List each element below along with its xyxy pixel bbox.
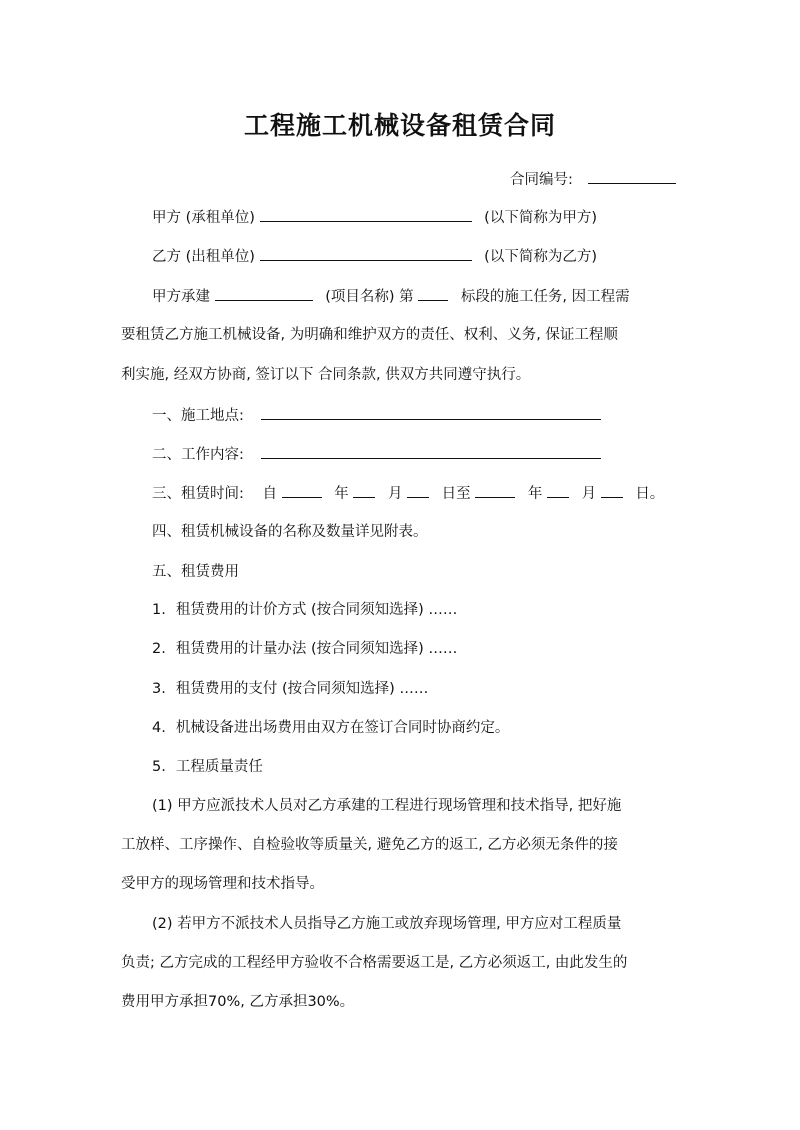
contract-number-blank [588,169,676,184]
month-2-label: 月 [581,486,597,502]
day-to-label: 日至 [441,486,471,502]
clause-2-line-2: 负责; 乙方完成的工程经甲方验收不合格需要返工是, 乙方必须返工, 由此发生的 [121,955,628,971]
section-1 [152,405,601,426]
intro-text-1: 甲方承建 [152,289,210,305]
intro-line-1 [152,286,630,307]
party-b-label: 乙方 (出租单位) [152,249,255,265]
section-1-label: 一、施工地点: [152,408,244,424]
intro-line-3: 利实施, 经双方协商, 签订以下 合同条款, 供双方共同遵守执行。 [121,367,531,383]
section-5: 五、租赁费用 [152,564,239,580]
month-2-blank [547,483,569,498]
section-2-label: 二、工作内容: [152,447,244,463]
content-blank [261,444,601,459]
item-text: 租赁费用的支付 (按合同须知选择) …… [175,681,429,697]
list-item [152,718,509,738]
date-from: 自 [262,486,277,502]
item-text: 租赁费用的计价方式 (按合同须知选择) …… [175,602,458,618]
list-item [152,639,457,659]
party-b-suffix: (以下简称为乙方) [484,249,597,265]
party-a-line [152,207,597,228]
day-2-blank [601,483,623,498]
list-item [152,757,263,777]
month-1-blank [353,483,375,498]
year-2-label: 年 [527,486,543,502]
clause-2-line-1: (2) 若甲方不派技术人员指导乙方施工或放弃现场管理, 甲方应对工程质量 [152,916,622,932]
item-number: 2. [152,641,166,657]
party-b-line [152,246,597,267]
section-3-label: 三、租赁时间: [152,486,244,502]
section-blank [418,286,448,301]
day-end-label: 日。 [635,486,665,502]
clause-1-line-1: (1) 甲方应派技术人员对乙方承建的工程进行现场管理和技术指导, 把好施 [152,798,622,814]
party-a-suffix: (以下简称为甲方) [484,210,597,226]
year-2-blank [475,483,515,498]
site-blank [261,405,601,420]
clause-1-line-2: 工放样、工序操作、自检验收等质量关, 避免乙方的返工, 乙方必须无条件的接 [121,837,618,853]
contract-number-label: 合同编号: [510,172,573,188]
month-1-label: 月 [387,486,403,502]
year-1-label: 年 [334,486,349,502]
contract-number-line [510,169,676,190]
year-1-blank [282,483,322,498]
party-b-blank [260,246,472,261]
day-1-blank [407,483,429,498]
item-number: 1. [152,602,166,618]
item-text: 机械设备进出场费用由双方在签订合同时协商约定。 [175,720,510,736]
section-3 [152,483,664,504]
document-title: 工程施工机械设备租赁合同 [243,111,556,140]
party-a-blank [260,207,472,222]
project-blank [215,286,313,301]
clause-1-line-3: 受甲方的现场管理和技术指导。 [121,876,324,892]
item-number: 3. [152,681,166,697]
item-text: 租赁费用的计量办法 (按合同须知选择) …… [175,641,458,657]
section-4: 四、租赁机械设备的名称及数量详见附表。 [152,524,428,540]
list-item [152,679,428,699]
clause-2-line-3: 费用甲方承担70%, 乙方承担30%。 [121,994,355,1010]
item-number: 4. [152,720,166,736]
party-a-label: 甲方 (承租单位) [152,210,255,226]
intro-text-3: 标段的施工任务, 因工程需 [460,289,630,305]
item-number: 5. [152,759,166,775]
list-item [152,600,457,620]
intro-line-2: 要租赁乙方施工机械设备, 为明确和维护双方的责任、权利、义务, 保证工程顺 [121,327,618,343]
item-text: 工程质量责任 [175,759,263,775]
intro-text-2: (项目名称) 第 [325,289,414,305]
section-2 [152,444,601,465]
